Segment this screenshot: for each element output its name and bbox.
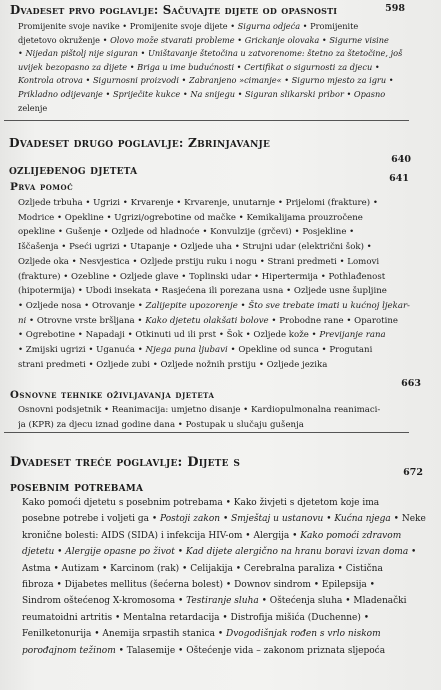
- topic-line: [22, 561, 432, 577]
- topic-text: • Ozljede nosa • Otrovanje •: [18, 300, 146, 311]
- topic-text: reumatoidni artritis • Mentalna retardacija • Distrofija mišića (Duchenne) •: [22, 612, 370, 623]
- topic-italic: Kad dijete alergično na hranu boravi izvan doma: [185, 547, 409, 558]
- topic-text: •: [102, 88, 113, 99]
- topic-line: [18, 74, 422, 88]
- topic-text: • Talasemije • Oštećenje vida – zakonom priznata sljepoća: [115, 645, 386, 656]
- topic-text: •: [372, 61, 380, 72]
- topic-line: [22, 626, 432, 642]
- topic-text: uvijek bezopasno za dijete: [18, 61, 128, 72]
- topic-text: posebne potrebe i voljeti ga •: [22, 514, 160, 525]
- topic-text: Certifikat o sigurnosti za djecu: [244, 61, 373, 72]
- chapter-22-title: Dvadeset drugo poglavlje: Zbrinjavanje: [9, 136, 271, 150]
- topic-line: [18, 240, 424, 255]
- first-aid-heading: Prva pomoć: [10, 181, 74, 193]
- chapter-21-topics: [18, 20, 422, 115]
- topic-text: •: [319, 34, 330, 45]
- topic-line: [18, 284, 424, 299]
- topic-text: • Oštećenja sluha • Mladenački: [258, 596, 407, 607]
- topic-italic: Kućna njega: [334, 514, 391, 525]
- topic-text: •: [343, 88, 354, 99]
- topic-text: Briga u ime budućnosti: [137, 61, 235, 72]
- topic-italic: Njega puna ljubavi: [145, 345, 228, 356]
- topic-text: Uništavanje štetočina u zatvorenome: štetno za štetočine, još: [147, 48, 403, 59]
- topic-text: Promijenite svoje navike • Promijenite svoje dijete •: [18, 21, 238, 31]
- topic-text: zelenje: [18, 102, 48, 113]
- cpr-page-number: 663: [401, 378, 421, 389]
- topic-text: Sigurnosni proizvodi: [92, 75, 179, 86]
- topic-text: •: [174, 547, 186, 558]
- topic-line: [18, 47, 422, 61]
- first-aid-page-number: 641: [389, 173, 409, 184]
- topic-text: Opasno: [353, 88, 386, 99]
- topic-text: Sigurna odjeća: [237, 21, 301, 31]
- topic-text: Nijedan pištolj nije siguran: [25, 48, 138, 59]
- chapter-23-page-number: 672: [403, 467, 423, 478]
- topic-text: • Zmijski ugrizi • Uganuća •: [18, 345, 146, 356]
- topic-line: [22, 544, 432, 560]
- topic-text: (frakture) • Ozebline • Ozljede glave • Toplinski udar • Hipertermija • Pothlađenost: [18, 271, 386, 282]
- topic-italic: ni: [18, 315, 27, 326]
- topic-text: djetetovo okruženje •: [18, 34, 111, 45]
- topic-italic: djetetu: [22, 547, 55, 558]
- topic-text: fibroza • Dijabetes mellitus (šećerna bolest) • Downov sindrom • Epilepsija •: [22, 580, 375, 591]
- topic-italic: Postoji zakon: [160, 514, 221, 525]
- chapter-22-page-number: 640: [391, 154, 411, 165]
- topic-text: Astma • Autizam • Karcinom (rak) • Celijakija • Cerebralna paraliza • Cistična: [22, 563, 383, 574]
- topic-text: •: [180, 88, 191, 99]
- topic-line: [18, 418, 424, 433]
- topic-text: •: [82, 75, 93, 86]
- topic-text: Zabranjeno »cimanje«: [189, 75, 282, 86]
- topic-text: •: [137, 48, 148, 59]
- topic-text: •: [281, 75, 292, 86]
- topic-text: kronične bolesti: AIDS (SIDA) i infekcija HIV-om • Alergija •: [22, 530, 301, 541]
- topic-line: [18, 20, 422, 34]
- topic-text: •: [54, 547, 66, 558]
- topic-line: [18, 225, 424, 240]
- topic-text: Iščašenja • Pseći ugrizi • Utapanje • Ozljede uha • Strujni udar (električni šok) •: [18, 242, 372, 253]
- chapter-23-subtitle: posebnim potrebama: [10, 479, 144, 494]
- topic-line: [18, 102, 422, 116]
- chapter-21-title: Dvadeset prvo poglavlje: Sačuvajte dijete od opasnosti: [10, 3, 338, 17]
- topic-text: Osnovni podsjetnik • Reanimacija: umjetno disanje • Kardiopulmonalna reanimaci-: [18, 405, 381, 415]
- topic-line: [18, 61, 422, 75]
- topic-line: [18, 196, 424, 211]
- topic-line: [18, 403, 424, 418]
- section-divider: [4, 120, 409, 121]
- topic-text: Fenilketonurija • Anemija srpastih stanica •: [22, 629, 226, 640]
- topic-text: •: [408, 547, 417, 558]
- cpr-heading: Osnovne tehnike oživljavanja djeteta: [10, 389, 215, 401]
- topic-text: •: [127, 61, 138, 72]
- topic-line: [18, 299, 424, 314]
- topic-line: [22, 610, 432, 626]
- topic-text: •: [234, 88, 246, 99]
- topic-italic: porođajnom težinom: [22, 645, 116, 656]
- topic-text: strani predmeti • Ozljede zubi • Ozljede nožnih prstiju • Ozljede jezika: [18, 359, 328, 370]
- topic-text: Modrice • Opekline • Ugrizi/ogrebotine od mačke • Kemikalijama prouzročene: [18, 212, 363, 223]
- topic-italic: Dvogodišnjak rođen s vrlo niskom: [226, 629, 381, 640]
- topic-text: • Otrovne vrste bršljana •: [26, 315, 146, 326]
- topic-text: • Neke: [390, 514, 426, 525]
- topic-text: Sindrom oštećenog X-kromosoma •: [22, 596, 187, 607]
- topic-text: •: [234, 34, 245, 45]
- topic-text: •: [237, 300, 249, 311]
- chapter-21-page-number: 598: [385, 3, 405, 14]
- topic-text: Spriječite kukce: [112, 88, 181, 99]
- chapter-23-topics: [22, 495, 432, 659]
- topic-line: [18, 34, 422, 48]
- topic-text: • Ogrebotine • Napadaji • Otkinuti ud ili prst • Šok • Ozljede kože •: [18, 330, 320, 341]
- topic-text: Kontrola otrova: [18, 75, 83, 86]
- topic-text: •: [18, 48, 26, 59]
- topic-line: [18, 88, 422, 102]
- topic-line: [18, 328, 424, 343]
- topic-text: • Opekline od sunca • Progutani: [227, 345, 373, 356]
- topic-line: [18, 358, 424, 373]
- topic-line: [18, 314, 424, 329]
- topic-text: •: [220, 514, 232, 525]
- topic-text: Ozljede oka • Nesvjestica • Ozljede prstiju ruku i nogu • Strani predmeti • Lomovi: [18, 256, 380, 267]
- topic-italic: Testiranje sluha: [186, 596, 259, 607]
- topic-text: Sigurno mjesto za igru: [291, 75, 387, 86]
- topic-line: [22, 528, 432, 544]
- chapter-23-title: Dvadeset treće poglavlje: Dijete s: [10, 455, 241, 470]
- topic-text: •: [386, 75, 394, 86]
- topic-italic: Kako djetetu olakšati bolove: [145, 315, 269, 326]
- topic-italic: Alergije opasne po život: [65, 547, 175, 558]
- topic-line: [22, 577, 432, 593]
- topic-italic: Kako pomoći zdravom: [300, 530, 402, 541]
- topic-text: ja (KPR) za djecu iznad godine dana • Postupak u slučaju gušenja: [18, 419, 304, 430]
- topic-text: •: [178, 75, 189, 86]
- topic-text: Siguran slikarski pribor: [245, 88, 344, 99]
- topic-line: [22, 511, 432, 527]
- topic-line: [18, 255, 424, 270]
- chapter-22-subtitle: ozlijeđenog djeteta: [9, 163, 138, 177]
- topic-italic: Previjanje rana: [319, 330, 386, 341]
- topic-text: Prikladno odijevanje: [18, 88, 103, 99]
- topic-italic: Smještaj u ustanovu: [231, 514, 324, 525]
- topic-line: [18, 270, 424, 285]
- topic-text: Na snijegu: [190, 88, 235, 99]
- topic-text: Olovo može stvarati probleme: [110, 34, 235, 45]
- topic-text: Grickanje olovaka: [244, 34, 320, 45]
- topic-text: opekline • Gušenje • Ozljede od hladnoće • Konvulzije (grčevi) • Posjekline •: [18, 227, 355, 238]
- topic-text: • Probodne rane • Oparotine: [268, 315, 398, 326]
- topic-text: Kako pomoći djetetu s posebnim potrebama • Kako živjeti s djetetom koje ima: [22, 498, 380, 508]
- topic-line: [18, 343, 424, 358]
- topic-text: Sigurne visine: [329, 34, 389, 45]
- topic-text: •: [323, 514, 335, 525]
- topic-text: (hipotermija) • Ubodi insekata • Rasjećena ili porezana usna • Ozljede usne šupljine: [18, 286, 387, 297]
- topic-line: [22, 593, 432, 609]
- topic-italic: Zalijepite upozorenje: [145, 300, 238, 311]
- topic-text: Ozljede trbuha • Ugrizi • Krvarenje • Krvarenje, unutarnje • Prijelomi (frakture) •: [18, 198, 378, 208]
- cpr-topics: [18, 403, 424, 432]
- first-aid-topics: [18, 196, 424, 372]
- topic-text: •: [234, 61, 245, 72]
- topic-line: [22, 495, 432, 511]
- topic-line: [22, 643, 432, 659]
- topic-line: [18, 211, 424, 226]
- topic-italic: Što sve trebate imati u kućnoj ljekar-: [248, 300, 410, 311]
- section-divider: [4, 432, 409, 433]
- topic-text: • Promijenite: [300, 21, 359, 31]
